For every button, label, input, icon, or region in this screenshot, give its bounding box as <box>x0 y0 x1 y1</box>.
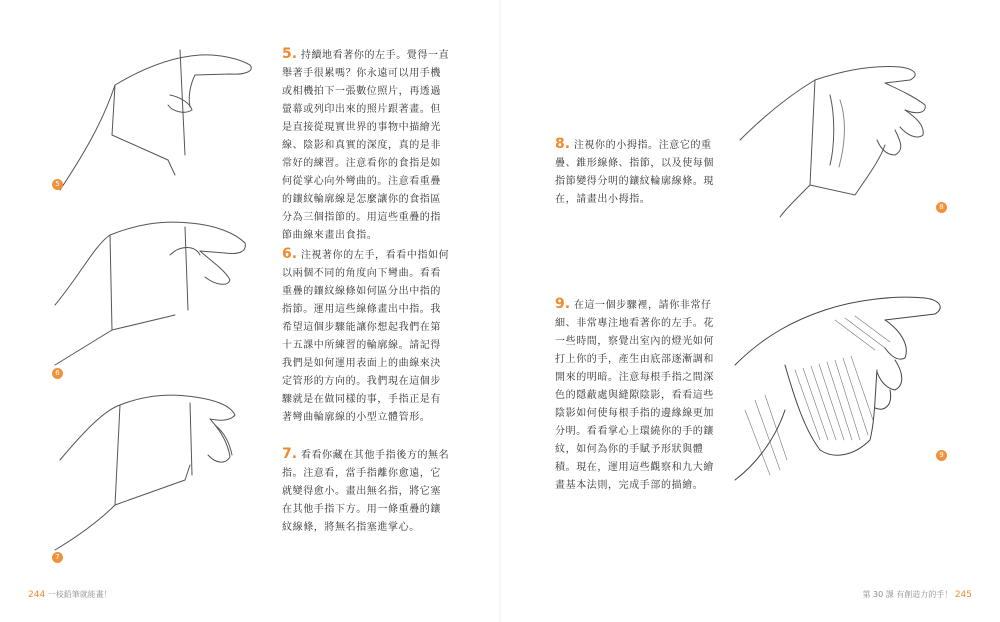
hand-sketch-step-6 <box>50 215 260 380</box>
left-page-number: 244 <box>28 590 46 600</box>
step-5-body: 持續地看著你的左手。覺得一直舉著手很累嗎？你永遠可以用手機或相機拍下一張數位照片，再透過螢幕或列印出來的照片跟著畫。但是直接從現實世界的事物中描繪光線、陰影和真實的深度，真的是非常好的練習。注意看你的食指是如何從掌心向外彎曲的。注意看重疊的鑲紋輪廓線是怎麼讓你的食指區分為三個指節的。用這些重疊的指節曲線來畫出食指。 <box>282 50 450 241</box>
hand-sketch-step-8 <box>735 55 955 220</box>
left-footer <box>28 589 112 600</box>
hand-sketch-step-5 <box>50 45 260 195</box>
step-badge-6: 6 <box>52 368 63 379</box>
left-book-title: 一枝鉛筆就能畫！ <box>47 590 112 599</box>
right-page-number: 245 <box>954 590 972 600</box>
step-badge-7: 7 <box>52 552 63 563</box>
step-8-text <box>555 135 723 209</box>
step-6-text <box>282 245 450 427</box>
step-7-number: 7. <box>282 446 298 462</box>
step-7-text <box>282 445 450 537</box>
right-lesson-title: 第 30 課 有創造力的手！ <box>862 590 953 599</box>
step-8-number: 8. <box>555 136 571 152</box>
step-badge-9: 9 <box>936 450 947 461</box>
step-8-body: 注視你的小拇指。注意它的重疊、錐形線條、指節，以及使每個指節變得分明的鑲紋輪廓線條。現在，請畫出小拇指。 <box>555 140 714 205</box>
step-badge-8: 8 <box>936 202 947 213</box>
step-5-number: 5. <box>282 46 298 62</box>
book-gutter <box>499 0 501 622</box>
step-5-text <box>282 45 450 245</box>
step-badge-5: 5 <box>52 179 63 190</box>
step-9-text <box>555 295 723 495</box>
step-6-body: 注視著你的左手，看看中指如何以兩個不同的角度向下彎曲。看看重疊的鑲紋線條如何區分出中指的指節。運用這些線條畫出中指。我希望這個步驟能讓你想起我們在第十五課中所練習的輪廓線。請記得我們是如何運用表面上的曲線來決定管形的方向的。我們現在這個步驟就是在做同樣的事，手指正是有著彎曲輪廓線的小型立體管形。 <box>282 250 450 423</box>
step-9-number: 9. <box>555 296 571 312</box>
step-7-body: 看看你藏在其他手指後方的無名指。注意看，當手指離你愈遠，它就變得愈小。畫出無名指，將它塞在其他手指下方。用一條重疊的鑲紋線條，將無名指塞進掌心。 <box>282 450 450 533</box>
right-footer <box>862 589 972 600</box>
step-6-number: 6. <box>282 246 298 262</box>
hand-sketch-step-7 <box>50 385 260 555</box>
hand-sketch-step-9 <box>725 290 955 490</box>
step-9-body: 在這一個步驟裡，請你非常仔細、非常專注地看著你的左手。花一些時間，察覺出室內的燈光如何打上你的手，產生由底部逐漸調和開來的明暗。注意每根手指之間深色的隱蔽處與縫隙陰影，看看這些陰影如何使每根手指的邊緣線更加分明。看看掌心上環繞你的手的鑲紋，如何為你的手賦予形狀與體積。現在，運用這些觀察和九大繪畫基本法則，完成手部的描繪。 <box>555 300 714 491</box>
